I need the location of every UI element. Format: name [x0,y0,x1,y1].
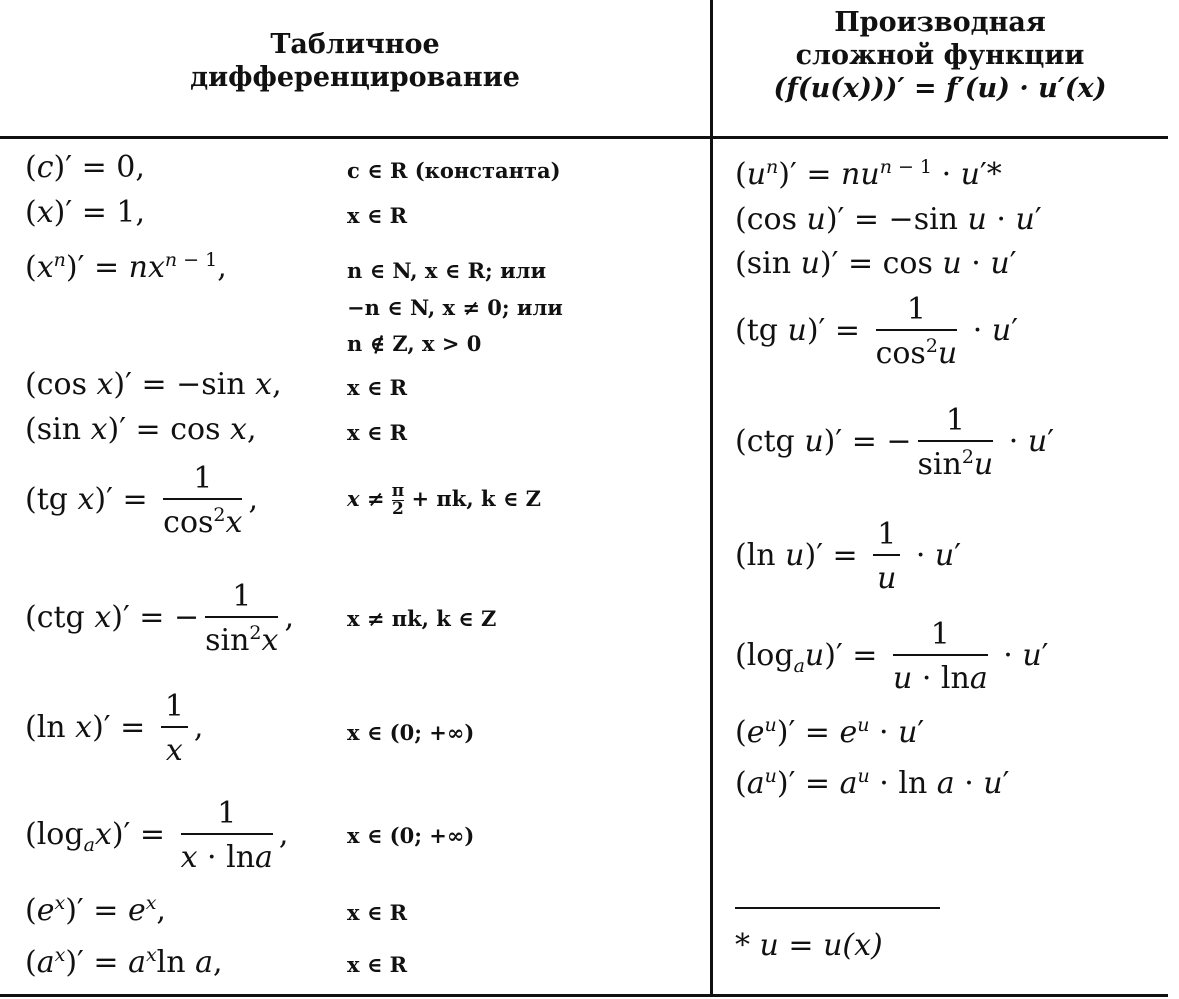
formula-ln: (ln x)′ = $\frac{1}{x}$ , [25,689,204,768]
chain-au: $(a^u)' = a^u \cdot \ln a \cdot u'$ [735,765,1010,801]
formula-power: $(x^n)' = nx^{n - 1}$, [25,249,227,285]
cond-power-3: n ∉ Z, x > 0 [347,331,482,356]
cond-sin: x ∈ R [347,420,408,445]
bottom-border [0,994,1168,997]
right-column-header [725,6,1155,105]
cond-power-2: −n ∈ N, x ≠ 0; или [347,295,563,320]
formula-const: (c)′ = 0, [25,150,145,185]
cond-ctg: x ≠ πk, k ∈ Z [347,606,497,631]
formula-log: $(\log_ax)'$ = $\frac{1}{x \cdot \ln a}$ , [25,796,289,875]
cond-x: x ∈ R [347,203,408,228]
left-column-header [60,28,650,94]
formula-ctg: (ctg x)′ = − $\frac{1}{\sin^2x}$ , [25,579,294,658]
cond-ax: x ∈ R [347,952,408,977]
chain-ctg: (ctg u)′ = − $\frac{1}{\sin^2u}$ · u′ [735,403,1054,482]
formula-x: (x)′ = 1, [25,195,145,230]
chain-tg: (tg u)′ = $\frac{1}{\cos^2u}$ · u′ [735,292,1018,371]
right-header-formula: (f(u(x)))′ = f′(u) · u′(x) [773,73,1107,104]
cond-power-1: n ∈ N, x ∈ R; или [347,258,547,283]
header-divider [0,136,1168,139]
cond-tg: x ≠ $\frac{\pi}{2}$ + πk, k ∈ Z [347,481,542,519]
chain-sin: (sin u)′ = cos u · u′ [735,246,1017,281]
formula-exp: $(e^x)' = e^x$, [25,892,166,928]
left-header-line-2: дифференцирование [190,62,520,93]
column-divider [710,0,713,995]
right-header-line-2: сложной функции [795,40,1085,71]
chain-exp: $(e^u)' = e^u \cdot u'$ [735,714,925,750]
cond-tg-text: + πk, k ∈ Z [411,486,542,511]
footnote-rule [735,907,940,909]
cond-log: x ∈ (0; +∞) [347,823,475,848]
formula-cos: (cos x)′ = −sin x, [25,367,282,402]
formula-tg: (tg x)′ = $\frac{1}{\cos^2x}$ , [25,461,258,540]
footnote: * u = u(x) [735,928,883,963]
cond-exp: x ∈ R [347,900,408,925]
chain-log: $(\log_au)'$ = $\frac{1}{u \cdot \ln a}$ · u′ [735,617,1049,696]
chain-power: $(u^n)' = nu^{n - 1} \cdot u'*$ [735,156,1002,192]
cond-cos: x ∈ R [347,375,408,400]
formula-sin: (sin x)′ = cos x, [25,412,257,447]
chain-ln: (ln u)′ = $\frac{1}{u}$ · u′ [735,517,962,596]
cond-ln: x ∈ (0; +∞) [347,720,475,745]
chain-cos: (cos u)′ = −sin u · u′ [735,202,1042,237]
right-header-line-1: Производная [834,7,1046,38]
cond-const: c ∈ R (константа) [347,158,561,183]
left-header-line-1: Табличное [270,29,440,60]
formula-ax: $(a^x)' = a^x\ln$ a, [25,944,223,980]
